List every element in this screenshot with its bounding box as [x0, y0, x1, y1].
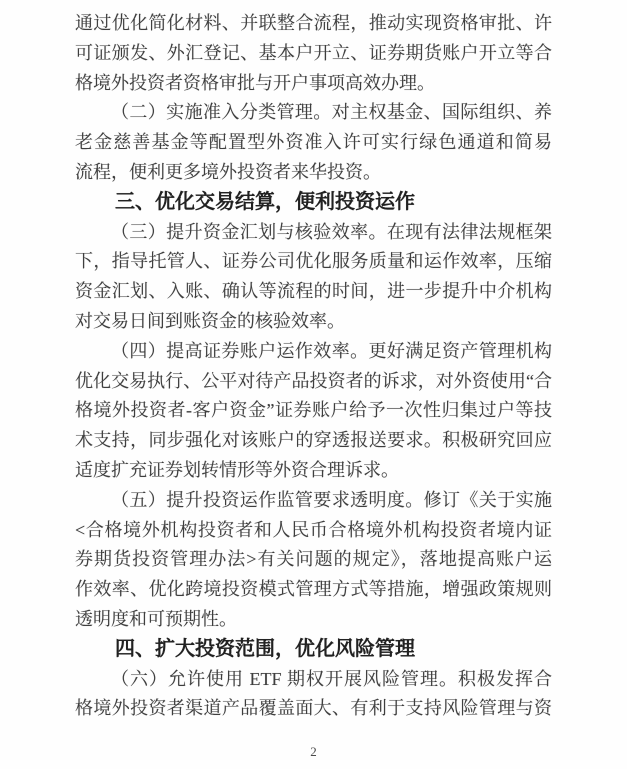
- text-line: 格境外投资者渠道产品覆盖面大、有利于支持风险管理与资: [75, 698, 552, 719]
- text-line: 术支持，同步强化对该账户的穿透报送要求。积极研究回应: [75, 430, 552, 451]
- text-line: （四）提高证券账户运作效率。更好满足资产管理机构: [111, 340, 552, 361]
- text-line: <合格境外机构投资者和人民币合格境外机构投资者境内证: [75, 519, 552, 540]
- text-line: （六）允许使用 ETF 期权开展风险管理。积极发挥合: [111, 668, 552, 689]
- text-line: 可证颁发、外汇登记、基本户开立、证券期货账户开立等合: [75, 42, 552, 63]
- document-body: [75, 9, 552, 724]
- text-line: 适度扩充证券划转情形等外资合理诉求。: [75, 459, 399, 480]
- section-heading: 三、优化交易结算，便利投资运作: [115, 190, 415, 213]
- section-heading: 四、扩大投资范围，优化风险管理: [115, 637, 415, 660]
- text-line: 下，指导托管人、证券公司优化服务质量和运作效率，压缩: [75, 251, 552, 272]
- text-line: 流程，便利更多境外投资者来华投资。: [75, 161, 381, 182]
- text-line: 格境外投资者资格审批与开户事项高效办理。: [75, 72, 435, 93]
- text-line: 优化交易执行、公平对待产品投资者的诉求，对外资使用“合: [75, 370, 552, 391]
- text-line: 资金汇划、入账、确认等流程的时间，进一步提升中介机构: [75, 281, 552, 302]
- text-line: 通过优化简化材料、并联整合流程，推动实现资格审批、许: [75, 13, 552, 33]
- text-line: 对交易日间到账资金的核验效率。: [75, 310, 345, 331]
- text-line: 格境外投资者-客户资金”证券账户给予一次性归集过户等技: [75, 400, 552, 421]
- text-line: 透明度和可预期性。: [75, 608, 237, 629]
- text-line: 作效率、优化跨境投资模式管理方式等措施，增强政策规则: [75, 579, 552, 600]
- text-line: 老金慈善基金等配置型外资准入许可实行绿色通道和简易: [75, 132, 552, 153]
- page-number: 2: [310, 744, 317, 759]
- text-line: （二）实施准入分类管理。对主权基金、国际组织、养: [111, 102, 552, 123]
- text-line: （五）提升投资运作监管要求透明度。修订《关于实施: [111, 489, 552, 510]
- text-line: 券期货投资管理办法>有关问题的规定》，落地提高账户运: [75, 549, 552, 570]
- text-line: （三）提升资金汇划与核验效率。在现有法律法规框架: [111, 221, 552, 242]
